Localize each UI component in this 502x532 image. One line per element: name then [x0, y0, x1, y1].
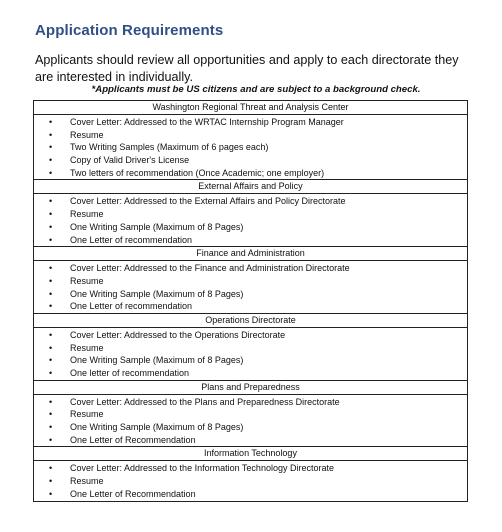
list-item — [34, 141, 467, 154]
requirement-text: Cover Letter: Addressed to the Plans and Preparedness Directorate — [70, 396, 340, 407]
bullet-icon: • — [49, 396, 53, 407]
section-title: Operations Directorate — [34, 314, 467, 328]
requirement-text: Resume — [70, 342, 104, 353]
bullet-icon: • — [49, 434, 53, 445]
requirements-section — [34, 180, 467, 247]
requirement-text: Cover Letter: Addressed to the Operations Directorate — [70, 329, 286, 340]
list-item — [34, 367, 467, 380]
requirement-text: Copy of Valid Driver's License — [70, 155, 190, 166]
list-item — [34, 262, 467, 275]
requirements-section — [34, 314, 467, 381]
requirement-text: One letter of recommendation — [70, 368, 190, 378]
bullet-icon: • — [49, 167, 53, 178]
section-body — [34, 261, 467, 314]
section-body — [34, 395, 467, 448]
section-title: Plans and Preparedness — [34, 381, 467, 395]
list-item — [34, 154, 467, 167]
requirements-list — [34, 396, 467, 447]
requirement-text: Cover Letter: Addressed to the Finance and Administration Directorate — [70, 263, 350, 274]
requirements-section — [34, 381, 467, 448]
requirements-list — [34, 262, 467, 313]
requirement-text: One Letter of Recommendation — [70, 434, 196, 445]
requirement-text: Resume — [70, 275, 104, 286]
bullet-icon: • — [49, 117, 53, 127]
requirements-list — [34, 329, 467, 380]
list-item — [34, 475, 467, 488]
requirement-text: Cover Letter: Addressed to the WRTAC Internship Program Manager — [70, 117, 344, 127]
requirements-section — [34, 247, 467, 314]
requirements-section — [34, 447, 467, 500]
page-title: Application Requirements — [35, 22, 224, 39]
requirements-table — [33, 100, 468, 502]
list-item — [34, 208, 467, 221]
bullet-icon: • — [49, 476, 53, 487]
list-item — [34, 434, 467, 447]
requirement-text: One Writing Sample (Maximum of 8 Pages) — [70, 422, 244, 433]
list-item — [34, 288, 467, 301]
list-item — [34, 342, 467, 355]
section-title: Washington Regional Threat and Analysis Center — [34, 101, 467, 115]
section-title: Information Technology — [34, 447, 467, 461]
bullet-icon: • — [49, 368, 53, 378]
list-item — [34, 421, 467, 434]
requirements-list — [34, 116, 467, 179]
list-item — [34, 329, 467, 342]
list-item — [34, 116, 467, 129]
list-item — [34, 167, 467, 180]
section-body — [34, 461, 467, 500]
list-item — [34, 462, 467, 475]
section-body — [34, 194, 467, 247]
bullet-icon: • — [49, 196, 53, 207]
section-title: Finance and Administration — [34, 247, 467, 261]
bullet-icon: • — [49, 422, 53, 433]
bullet-icon: • — [49, 409, 53, 420]
requirements-section — [34, 101, 467, 180]
section-title: External Affairs and Policy — [34, 180, 467, 194]
bullet-icon: • — [49, 355, 53, 366]
bullet-icon: • — [49, 221, 53, 232]
requirement-text: Cover Letter: Addressed to the Information Technology Directorate — [70, 463, 334, 474]
bullet-icon: • — [49, 142, 53, 153]
requirement-text: One Writing Sample (Maximum of 8 Pages) — [70, 288, 244, 299]
list-item — [34, 195, 467, 208]
requirements-list — [34, 462, 467, 500]
requirement-text: One Writing Sample (Maximum of 8 Pages) — [70, 355, 244, 366]
requirement-text: One Letter of Recommendation — [70, 488, 196, 499]
bullet-icon: • — [49, 488, 53, 499]
bullet-icon: • — [49, 209, 53, 220]
bullet-icon: • — [49, 329, 53, 340]
list-item — [34, 488, 467, 501]
citizenship-note: *Applicants must be US citizens and are subject to a background check. — [91, 84, 421, 95]
list-item — [34, 396, 467, 409]
section-body — [34, 328, 467, 381]
bullet-icon: • — [49, 155, 53, 166]
bullet-icon: • — [49, 275, 53, 286]
requirement-text: Two letters of recommendation (Once Academic; one employer) — [70, 167, 325, 178]
list-item — [34, 300, 467, 313]
requirement-text: Resume — [70, 129, 104, 140]
list-item — [34, 234, 467, 247]
requirement-text: Two Writing Samples (Maximum of 6 pages each) — [70, 142, 269, 153]
requirement-text: Resume — [70, 209, 104, 220]
bullet-icon: • — [49, 288, 53, 299]
bullet-icon: • — [49, 301, 53, 312]
list-item — [34, 354, 467, 367]
requirement-text: Resume — [70, 476, 104, 487]
list-item — [34, 275, 467, 288]
list-item — [34, 129, 467, 142]
bullet-icon: • — [49, 342, 53, 353]
bullet-icon: • — [49, 463, 53, 474]
bullet-icon: • — [49, 263, 53, 274]
requirement-text: One Letter of recommendation — [70, 234, 193, 245]
requirement-text: Resume — [70, 409, 104, 420]
requirement-text: One Writing Sample (Maximum of 8 Pages) — [70, 221, 244, 232]
requirement-text: Cover Letter: Addressed to the External Affairs and Policy Directorate — [70, 196, 346, 207]
intro-paragraph: Applicants should review all opportunities and apply to each directorate they are interested in individually. — [35, 53, 459, 84]
requirements-list — [34, 195, 467, 246]
requirement-text: One Letter of recommendation — [70, 301, 193, 312]
bullet-icon: • — [49, 234, 53, 245]
bullet-icon: • — [49, 129, 53, 140]
list-item — [34, 221, 467, 234]
list-item — [34, 408, 467, 421]
section-body — [34, 115, 467, 180]
